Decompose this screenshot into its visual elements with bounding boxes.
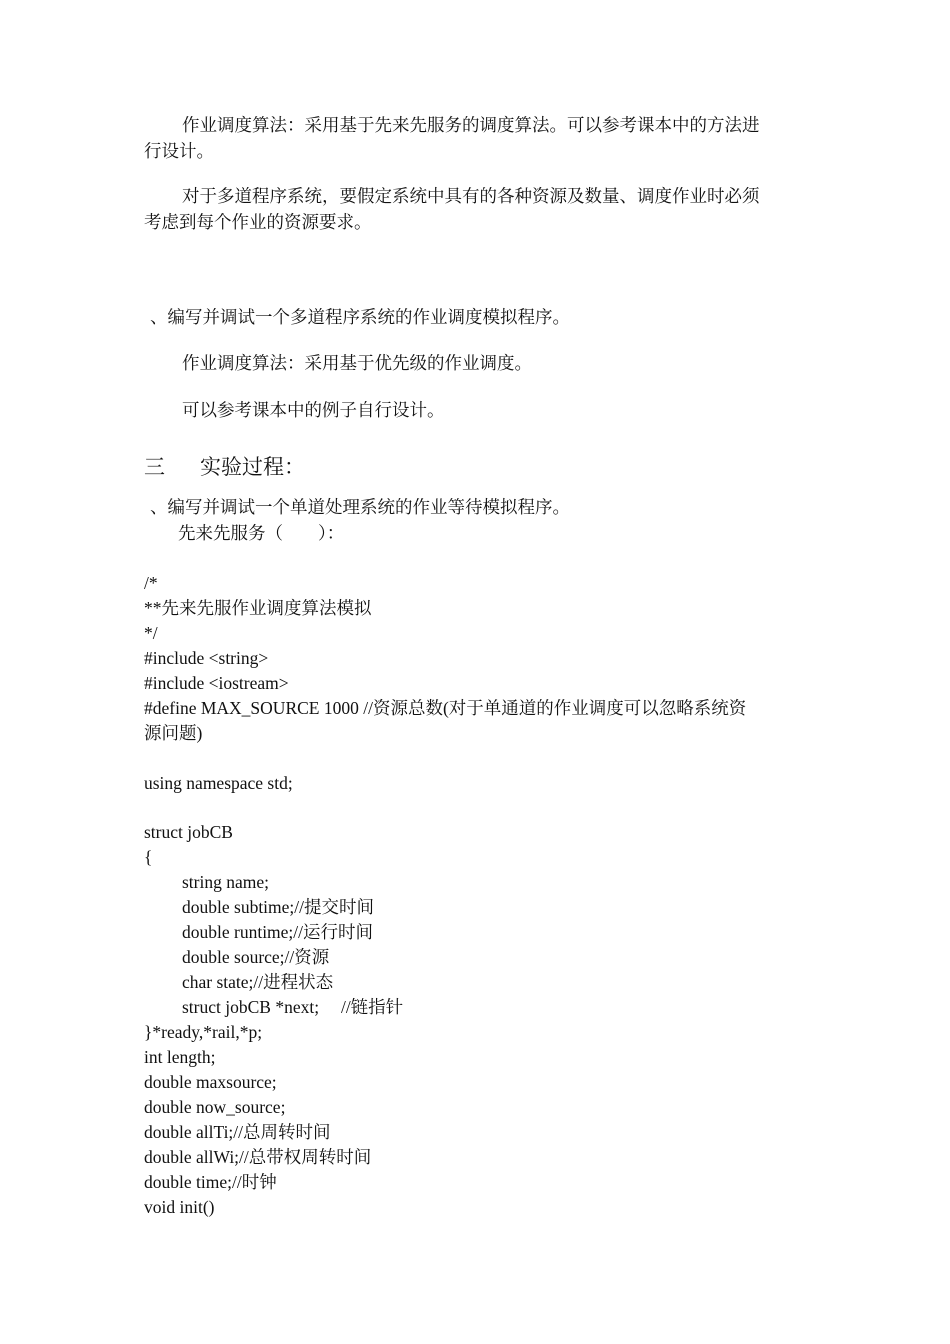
section-heading bbox=[144, 453, 812, 481]
code-line: double allWi;//总带权周转时间 bbox=[144, 1147, 372, 1167]
code-line: double runtime;//运行时间 bbox=[182, 922, 374, 942]
code-line: }*ready,*rail,*p; bbox=[144, 1022, 263, 1042]
code-line: /* bbox=[144, 573, 158, 593]
section-number: 三 bbox=[144, 455, 165, 479]
code-line: #include <string> bbox=[144, 648, 269, 668]
code-line: 源问题) bbox=[144, 723, 203, 743]
list-item: 、编写并调试一个单道处理系统的作业等待模拟程序。 bbox=[150, 498, 570, 518]
paragraph-line: 作业调度算法：采用基于先来先服务的调度算法。可以参考课本中的方法进 bbox=[182, 116, 760, 136]
code-line: char state;//进程状态 bbox=[182, 972, 334, 992]
code-line: double time;//时钟 bbox=[144, 1172, 277, 1192]
code-line: */ bbox=[144, 623, 158, 643]
paragraph-line: 作业调度算法：采用基于优先级的作业调度。 bbox=[182, 354, 532, 374]
code-line: string name; bbox=[182, 872, 269, 892]
code-line: double source;//资源 bbox=[182, 947, 330, 967]
code-line: struct jobCB bbox=[144, 822, 233, 842]
paragraph-line: 对于多道程序系统，要假定系统中具有的各种资源及数量、调度作业时必须 bbox=[182, 187, 760, 207]
code-line: struct jobCB *next; //链指针 bbox=[182, 997, 404, 1017]
code-line: double now_source; bbox=[144, 1097, 286, 1117]
code-line: using namespace std; bbox=[144, 773, 293, 793]
list-item: 、编写并调试一个多道程序系统的作业调度模拟程序。 bbox=[150, 308, 570, 328]
code-line: double maxsource; bbox=[144, 1072, 277, 1092]
code-line: void init() bbox=[144, 1197, 215, 1217]
paragraph-line: 可以参考课本中的例子自行设计。 bbox=[182, 401, 445, 421]
subheading: 先来先服务（ ）： bbox=[178, 524, 345, 544]
code-line: double subtime;//提交时间 bbox=[182, 897, 375, 917]
section-title: 实验过程： bbox=[200, 455, 305, 479]
paragraph-line: 考虑到每个作业的资源要求。 bbox=[144, 213, 372, 233]
code-line: { bbox=[144, 847, 153, 867]
code-line: **先来先服作业调度算法模拟 bbox=[144, 598, 372, 618]
code-line: #include <iostream> bbox=[144, 673, 289, 693]
code-line: int length; bbox=[144, 1047, 216, 1067]
code-line: double allTi;//总周转时间 bbox=[144, 1122, 331, 1142]
code-line: #define MAX_SOURCE 1000 //资源总数(对于单通道的作业调度可以忽略系统资 bbox=[144, 698, 747, 718]
paragraph-line: 行设计。 bbox=[144, 142, 214, 162]
